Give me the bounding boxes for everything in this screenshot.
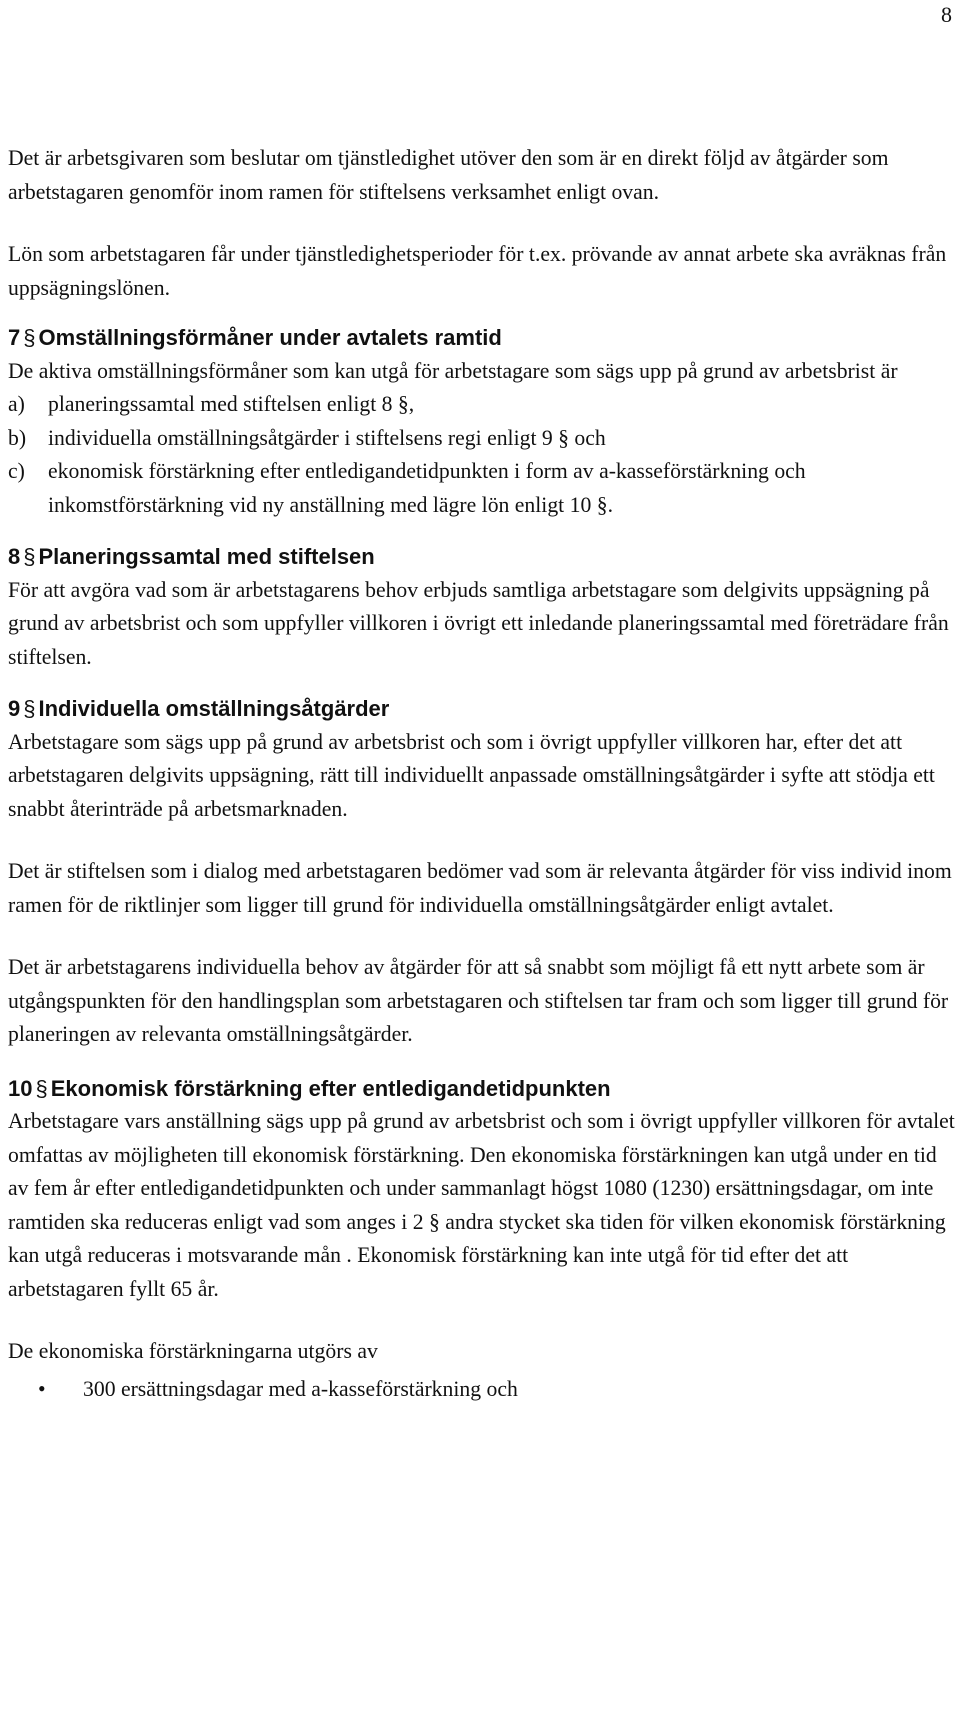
section-10-paragraph-2: De ekonomiska förstärkningarna utgörs av <box>8 1339 378 1363</box>
section-9-paragraph-1: Arbetstagare som sägs upp på grund av arbetsbrist och som i övrigt uppfyller villkoren har, efter det att arbetstagaren delgivits uppsägning, rätt till individuellt anpassade omställningsåtgärder i syfte att stödja ett snabbt återinträde på arbetsmarknaden. <box>8 729 935 821</box>
list-marker: c) <box>8 459 25 483</box>
section-9-paragraph-3: Det är arbetstagarens individuella behov av åtgärder för att så snabbt som möjligt få ett nytt arbete som är utgångspunkten för den handlingsplan som arbetstagaren och stiftelsen tar fram och som ligger till grund för planeringen av relevanta omställningsåtgärder. <box>8 955 949 1046</box>
section-8-number: 8 <box>8 544 21 569</box>
section-symbol: § <box>23 696 36 721</box>
section-7-list <box>8 388 958 522</box>
section-9-heading <box>8 692 958 726</box>
list-item <box>8 455 958 522</box>
section-7-intro: De aktiva omställningsförmåner som kan utgå för arbetstagare som sägs upp på grund av arbetsbrist är <box>8 358 898 383</box>
section-symbol: § <box>23 544 36 569</box>
section-10-bullets <box>8 1373 958 1407</box>
list-marker: a) <box>8 392 25 416</box>
section-7-number: 7 <box>8 325 21 350</box>
section-10-paragraph-1: Arbetstagare vars anställning sägs upp på grund av arbetsbrist och som i övrigt uppfyller villkoren för avtalet omfattas av möjligheten till ekonomisk förstärkning. Den ekonomiska förstärkningen kan utgå under en tid av fem år efter entledigandetidpunkten och under sammanlagt högst 1080 (1230) ersättningsdagar, om inte ramtiden ska reduceras enligt vad som anges i 2 § andra stycket ska tiden för vilken ekonomisk förstärkning kan utgå reduceras i motsvarande mån . Ekonomisk förstärkning kan inte utgå för tid efter det att arbetstagaren fyllt 65 år. <box>8 1109 955 1301</box>
paragraph-salary-deduction: Lön som arbetstagaren får under tjänstledighetsperioder för t.ex. prövande av annat arbete ska avräknas från uppsägningslönen. <box>8 242 947 300</box>
section-10-number: 10 <box>8 1075 33 1101</box>
list-item-text: 300 ersättningsdagar med a-kasseförstärkning och <box>83 1376 518 1401</box>
section-9-paragraph-2: Det är stiftelsen som i dialog med arbetstagaren bedömer vad som är relevanta åtgärder för viss individ inom ramen för de riktlinjer som ligger till grund för individuella omställningsåtgärder enligt avtalet. <box>8 859 952 917</box>
page-number: 8 <box>941 2 952 27</box>
document-body <box>8 142 958 1406</box>
section-symbol: § <box>23 325 36 350</box>
section-symbol: § <box>35 1075 48 1101</box>
section-8-title: Planeringssamtal med stiftelsen <box>38 544 375 569</box>
section-7-heading <box>8 321 958 355</box>
section-8-heading <box>8 540 958 574</box>
list-item-text: ekonomisk förstärkning efter entledigandetidpunkten i form av a-kasseförstärkning och inkomstförstärkning vid ny anställning med lägre lön enligt 10 §. <box>48 459 806 517</box>
bullet-icon: • <box>38 1376 46 1401</box>
section-9-title: Individuella omställningsåtgärder <box>38 696 390 721</box>
list-marker: b) <box>8 425 27 450</box>
list-item <box>8 388 958 422</box>
list-item-text: individuella omställningsåtgärder i stiftelsens regi enligt 9 § och <box>48 425 606 450</box>
list-item-text: planeringssamtal med stiftelsen enligt 8 §, <box>48 392 415 416</box>
section-8-text: För att avgöra vad som är arbetstagarens behov erbjuds samtliga arbetstagare som delgivits uppsägning på grund av arbetsbrist och som uppfyller villkoren i övrigt ett inledande planeringssamtal med företrädare från stiftelsen. <box>8 577 949 669</box>
section-7-title: Omställningsförmåner under avtalets ramtid <box>38 325 502 350</box>
list-item <box>8 1373 958 1407</box>
section-10-heading <box>8 1072 958 1106</box>
list-item <box>8 422 958 456</box>
section-9-number: 9 <box>8 696 21 721</box>
paragraph-leave-decision: Det är arbetsgivaren som beslutar om tjänstledighet utöver den som är en direkt följd av åtgärder som arbetstagaren genomför inom ramen för stiftelsens verksamhet enligt ovan. <box>8 146 889 204</box>
section-10-title: Ekonomisk förstärkning efter entledigandetidpunkten <box>50 1075 611 1101</box>
